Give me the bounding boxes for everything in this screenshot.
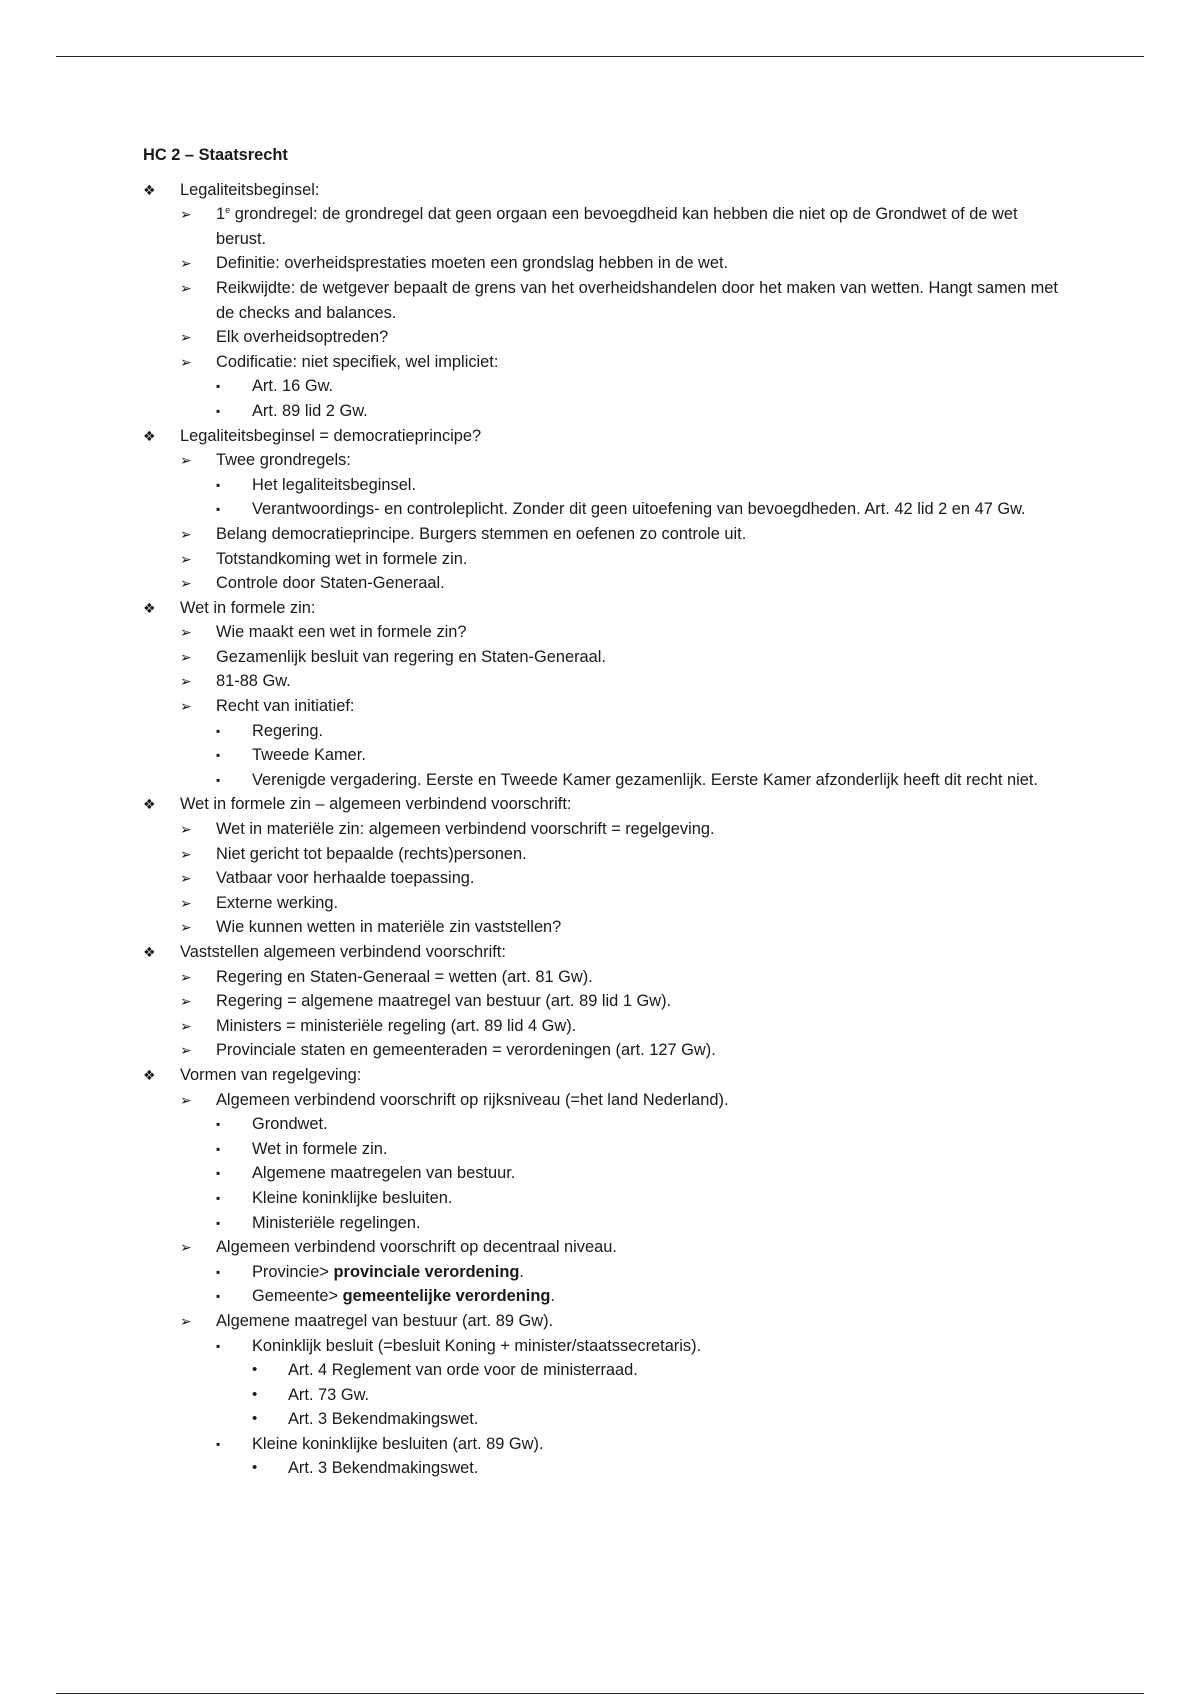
arrow-bullet-icon: ➢ <box>180 821 192 838</box>
list-item <box>143 473 1063 498</box>
list-item-text: Vormen van regelgeving: <box>180 1065 362 1084</box>
square-bullet-icon: ▪ <box>216 1166 221 1181</box>
list-item <box>143 1284 1063 1309</box>
square-bullet-icon: ▪ <box>216 502 221 517</box>
list-item <box>143 448 1063 473</box>
arrow-bullet-icon: ➢ <box>180 673 192 690</box>
list-item <box>143 596 1063 621</box>
list-item-fragment: Gemeente> <box>252 1287 343 1306</box>
diamond-bullet-icon: ❖ <box>143 944 156 960</box>
arrow-bullet-icon: ➢ <box>180 550 192 567</box>
list-item <box>143 350 1063 375</box>
list-item <box>143 1063 1063 1088</box>
list-item <box>143 325 1063 350</box>
square-bullet-icon: ▪ <box>216 1338 221 1353</box>
diamond-bullet-icon: ❖ <box>143 181 156 198</box>
list-item-text: Vaststellen algemeen verbindend voorschrift: <box>180 943 506 961</box>
list-item <box>143 1211 1063 1236</box>
list-item <box>143 915 1063 940</box>
list-item-text: Wet in materiële zin: algemeen verbindend voorschrift = regelgeving. <box>216 820 715 839</box>
list-item <box>143 178 1063 203</box>
list-item-text: Wet in formele zin. <box>252 1139 388 1158</box>
list-item <box>143 620 1063 645</box>
dot-bullet-icon: • <box>252 1385 258 1403</box>
list-item-text: Art. 16 Gw. <box>252 377 334 396</box>
list-item <box>143 1235 1063 1260</box>
list-item-text: Ministers = ministeriële regeling (art. 89 lid 4 Gw). <box>216 1016 577 1035</box>
list-item <box>143 547 1063 572</box>
list-item-text: Art. 89 lid 2 Gw. <box>252 401 368 420</box>
list-item-text: Legaliteitsbeginsel: <box>180 180 320 199</box>
list-item-text: Wie kunnen wetten in materiële zin vaststellen? <box>216 918 562 937</box>
list-item-text: Wie maakt een wet in formele zin? <box>216 623 467 642</box>
list-item-text: Codificatie: niet specifiek, wel impliciet: <box>216 352 499 371</box>
list-item-text: 81-88 Gw. <box>216 672 291 691</box>
list-item-text <box>216 205 1018 248</box>
list-item <box>143 251 1063 276</box>
list-item <box>143 1383 1063 1408</box>
arrow-bullet-icon: ➢ <box>180 845 192 862</box>
list-item-text: Wet in formele zin: <box>180 598 316 617</box>
list-item-text: Grondwet. <box>252 1115 328 1134</box>
list-item-text: Kleine koninklijke besluiten (art. 89 Gw). <box>252 1434 544 1453</box>
list-item-text: Definitie: overheidsprestaties moeten een grondslag hebben in de wet. <box>216 254 729 273</box>
list-item <box>143 497 1063 522</box>
arrow-bullet-icon: ➢ <box>180 624 192 641</box>
list-item-text: Regering = algemene maatregel van bestuur (art. 89 lid 1 Gw). <box>216 992 672 1011</box>
square-bullet-icon: ▪ <box>216 772 221 787</box>
square-bullet-icon: ▪ <box>216 1289 221 1304</box>
list-item <box>143 645 1063 670</box>
list-item-fragment: . <box>550 1287 555 1306</box>
arrow-bullet-icon: ➢ <box>180 919 192 936</box>
arrow-bullet-icon: ➢ <box>180 968 192 985</box>
list-item <box>143 202 1063 251</box>
arrow-bullet-icon: ➢ <box>180 452 192 469</box>
arrow-bullet-icon: ➢ <box>180 1312 192 1329</box>
list-item <box>143 1432 1063 1457</box>
arrow-bullet-icon: ➢ <box>180 870 192 887</box>
list-item-text: Belang democratieprincipe. Burgers stemmen en oefenen zo controle uit. <box>216 524 747 543</box>
list-item <box>143 891 1063 916</box>
list-item <box>143 792 1063 817</box>
arrow-bullet-icon: ➢ <box>180 525 192 542</box>
diamond-bullet-icon: ❖ <box>143 427 156 444</box>
list-item-text: Algemeen verbindend voorschrift op rijksniveau (=het land Nederland). <box>216 1090 729 1109</box>
square-bullet-icon: ▪ <box>216 1215 221 1230</box>
arrow-bullet-icon: ➢ <box>180 1239 192 1256</box>
square-bullet-icon: ▪ <box>216 1117 221 1132</box>
dot-bullet-icon: • <box>252 1361 258 1379</box>
list-item-text <box>252 1263 524 1281</box>
list-item-text: Elk overheidsoptreden? <box>216 328 389 347</box>
list-item-text: Verenigde vergadering. Eerste en Tweede Kamer gezamenlijk. Eerste Kamer afzonderlijk heeft dit recht niet. <box>252 770 1038 789</box>
list-item <box>143 1334 1063 1359</box>
diamond-bullet-icon: ❖ <box>143 599 156 616</box>
list-item-text: Art. 3 Bekendmakingswet. <box>288 1410 479 1429</box>
list-item-text: Art. 3 Bekendmakingswet. <box>288 1459 479 1478</box>
list-item-text: Tweede Kamer. <box>252 746 366 765</box>
arrow-bullet-icon: ➢ <box>180 575 192 592</box>
list-item <box>143 817 1063 842</box>
list-item <box>143 743 1063 768</box>
list-item <box>143 1358 1063 1383</box>
list-item-text: Legaliteitsbeginsel = democratieprincipe? <box>180 426 482 445</box>
arrow-bullet-icon: ➢ <box>180 353 192 370</box>
list-item <box>143 989 1063 1014</box>
header-rule <box>56 56 1144 57</box>
list-item <box>143 399 1063 424</box>
square-bullet-icon: ▪ <box>216 1190 221 1205</box>
list-item <box>143 424 1063 449</box>
square-bullet-icon: ▪ <box>216 379 221 394</box>
dot-bullet-icon: • <box>252 1410 258 1428</box>
list-item-text <box>252 1287 555 1305</box>
list-item-text: Het legaliteitsbeginsel. <box>252 475 417 494</box>
arrow-bullet-icon: ➢ <box>180 894 192 911</box>
outline-list <box>143 178 1063 1481</box>
list-item <box>143 866 1063 891</box>
list-item <box>143 1038 1063 1063</box>
document-body <box>143 143 1063 1481</box>
list-item <box>143 768 1063 793</box>
list-item <box>143 1186 1063 1211</box>
footer-rule <box>56 1693 1144 1694</box>
list-item-text: Gezamenlijk besluit van regering en Staten-Generaal. <box>216 647 606 666</box>
list-item <box>143 522 1063 547</box>
list-item-text: Recht van initiatief: <box>216 697 355 716</box>
list-item-fragment: . <box>519 1262 524 1281</box>
list-item <box>143 1456 1063 1481</box>
square-bullet-icon: ▪ <box>216 1141 221 1156</box>
list-item <box>143 1014 1063 1039</box>
list-item <box>143 1407 1063 1432</box>
list-item-text: Controle door Staten-Generaal. <box>216 574 445 593</box>
arrow-bullet-icon: ➢ <box>180 1091 192 1108</box>
diamond-bullet-icon: ❖ <box>143 1066 156 1083</box>
bold-term: provinciale verordening <box>333 1262 520 1281</box>
list-item <box>143 374 1063 399</box>
square-bullet-icon: ▪ <box>216 477 221 492</box>
list-item-text: Algemene maatregelen van bestuur. <box>252 1164 516 1183</box>
arrow-bullet-icon: ➢ <box>180 1017 192 1034</box>
list-item-text: Algemene maatregel van bestuur (art. 89 Gw). <box>216 1311 554 1330</box>
arrow-bullet-icon: ➢ <box>180 1042 192 1059</box>
list-item-text: Koninklijk besluit (=besluit Koning + minister/staatssecretaris). <box>252 1336 702 1355</box>
list-item <box>143 694 1063 719</box>
list-item-text: Kleine koninklijke besluiten. <box>252 1188 453 1207</box>
list-item-text: Algemeen verbindend voorschrift op decentraal niveau. <box>216 1238 617 1257</box>
arrow-bullet-icon: ➢ <box>180 329 192 346</box>
list-item-text: Totstandkoming wet in formele zin. <box>216 549 468 568</box>
diamond-bullet-icon: ❖ <box>143 796 156 813</box>
square-bullet-icon: ▪ <box>216 748 221 763</box>
square-bullet-icon: ▪ <box>216 1436 221 1451</box>
arrow-bullet-icon: ➢ <box>180 279 192 296</box>
list-item-text: Externe werking. <box>216 893 339 912</box>
list-item-text: Regering en Staten-Generaal = wetten (art. 81 Gw). <box>216 967 593 986</box>
arrow-bullet-icon: ➢ <box>180 255 192 272</box>
page-title: HC 2 – Staatsrecht <box>143 146 288 164</box>
list-item <box>143 1088 1063 1113</box>
list-item <box>143 940 1063 965</box>
arrow-bullet-icon: ➢ <box>180 648 192 665</box>
list-item <box>143 965 1063 990</box>
list-item-body: grondregel: de grondregel dat geen orgaan een bevoegdheid kan hebben die niet op de Grondwet of de wet berust. <box>216 205 1018 248</box>
square-bullet-icon: ▪ <box>216 403 221 418</box>
ordinal-number: 1 <box>216 205 226 224</box>
square-bullet-icon: ▪ <box>216 1264 221 1279</box>
ordinal-superscript: e <box>225 205 231 216</box>
arrow-bullet-icon: ➢ <box>180 993 192 1010</box>
square-bullet-icon: ▪ <box>216 723 221 738</box>
list-item <box>143 571 1063 596</box>
list-item-text: Provinciale staten en gemeenteraden = verordeningen (art. 127 Gw). <box>216 1041 716 1060</box>
list-item <box>143 1137 1063 1162</box>
list-item <box>143 1260 1063 1285</box>
list-item-text: Reikwijdte: de wetgever bepaalt de grens van het overheidshandelen door het maken van wetten. Hangt samen met de checks and balances. <box>216 278 1058 322</box>
list-item-fragment: Provincie> <box>252 1262 334 1281</box>
list-item-text: Wet in formele zin – algemeen verbindend voorschrift: <box>180 795 572 814</box>
dot-bullet-icon: • <box>252 1459 258 1477</box>
list-item <box>143 1112 1063 1137</box>
list-item-text: Ministeriële regelingen. <box>252 1213 421 1232</box>
list-item <box>143 276 1063 325</box>
bold-term: gemeentelijke verordening <box>342 1287 551 1306</box>
list-item-text: Twee grondregels: <box>216 451 351 470</box>
list-item-text: Regering. <box>252 721 324 740</box>
list-item-text: Niet gericht tot bepaalde (rechts)personen. <box>216 844 527 863</box>
list-item-text: Verantwoordings- en controleplicht. Zonder dit geen uitoefening van bevoegdheden. Art. 42 lid 2 en 47 Gw. <box>252 500 1026 519</box>
list-item <box>143 669 1063 694</box>
list-item <box>143 719 1063 744</box>
list-item <box>143 1309 1063 1334</box>
list-item-text: Art. 73 Gw. <box>288 1385 370 1404</box>
arrow-bullet-icon: ➢ <box>180 206 192 223</box>
list-item <box>143 842 1063 867</box>
arrow-bullet-icon: ➢ <box>180 698 192 715</box>
list-item <box>143 1161 1063 1186</box>
list-item-text: Vatbaar voor herhaalde toepassing. <box>216 869 475 888</box>
list-item-text: Art. 4 Reglement van orde voor de ministerraad. <box>288 1361 638 1380</box>
